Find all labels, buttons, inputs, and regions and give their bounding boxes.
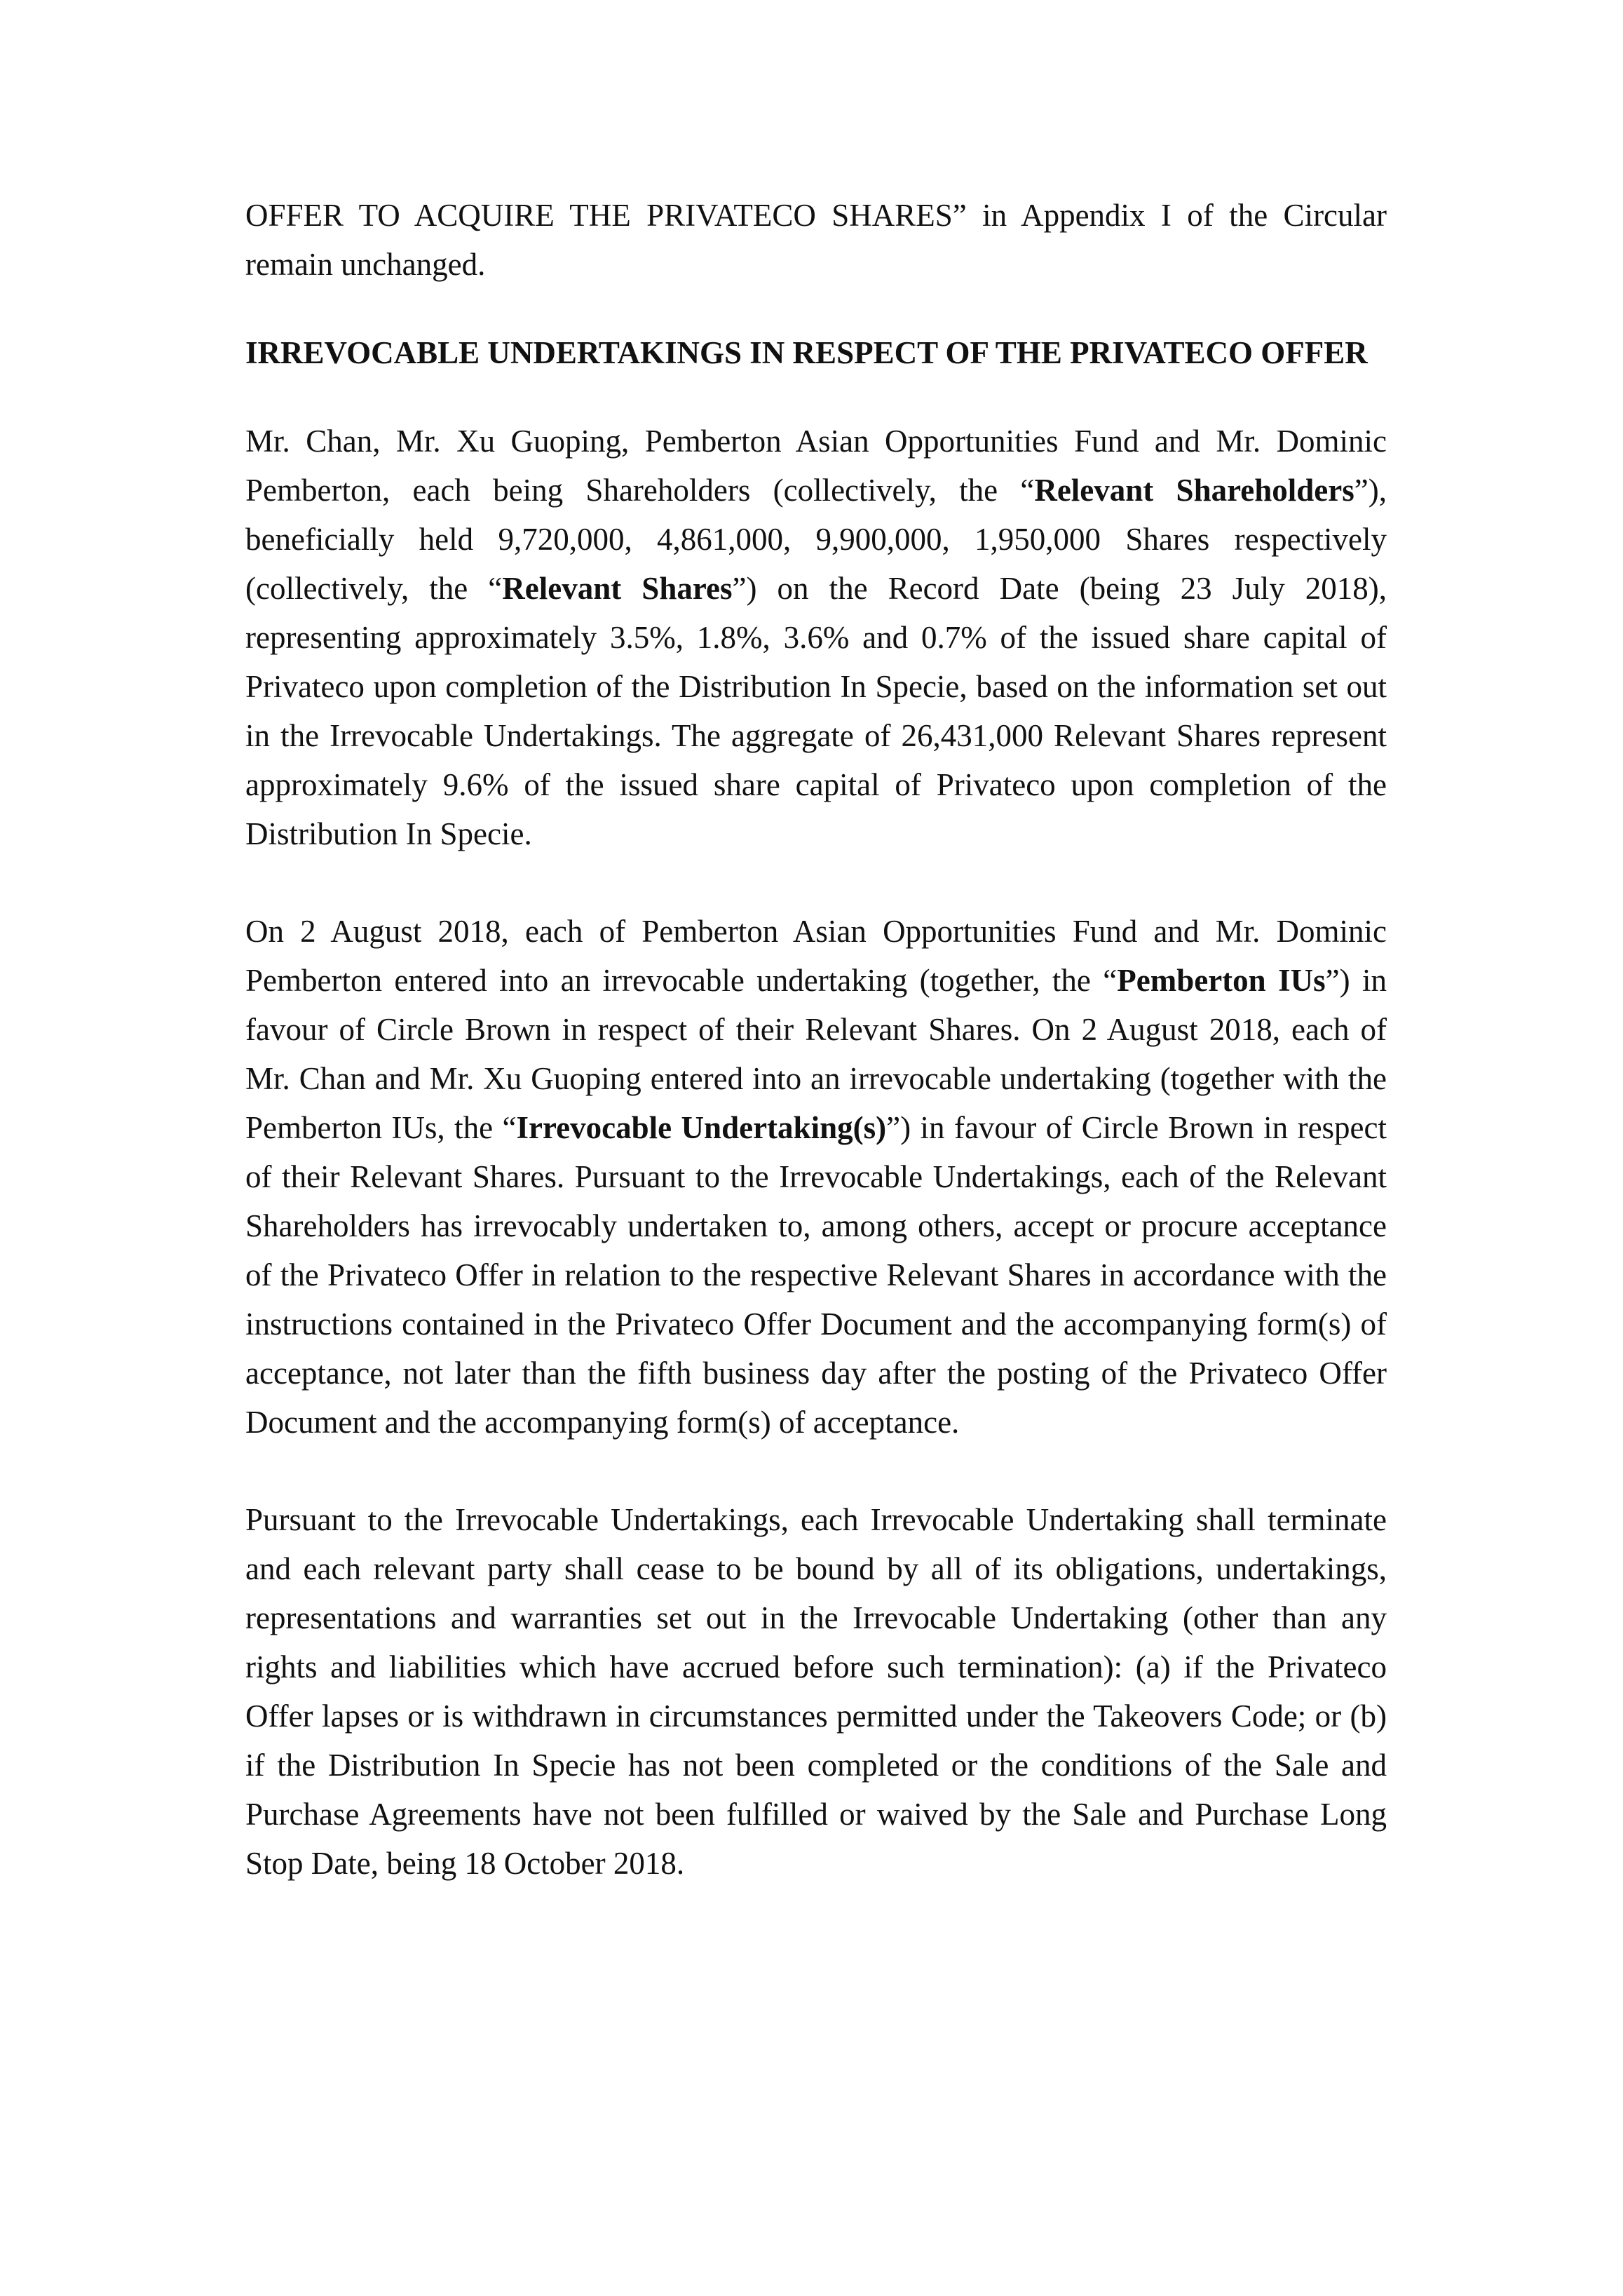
defined-term-relevant-shares: Relevant Shares xyxy=(502,571,733,606)
spacer xyxy=(245,289,1387,328)
document-page xyxy=(245,191,1387,1888)
paragraph-text: ”) in favour of Circle Brown in respect of their Relevant Shares. On 2 August 2018, each of Mr. Chan and Mr. Xu Guoping entered into an irrevocable undertaking (together with the Pemberton IUs, the “ xyxy=(245,963,1387,1145)
paragraph-relevant-shareholders xyxy=(245,417,1387,858)
defined-term-irrevocable-undertakings: Irrevocable Undertaking(s) xyxy=(516,1110,887,1145)
paragraph-text: ”) on the Record Date (being 23 July 2018), representing approximately 3.5%, 1.8%, 3.6% and 0.7% of the issued share capital of Privateco upon completion of the Distribution In Specie, based on the information set out in the Irrevocable Undertakings. The aggregate of 26,431,000 Relevant Shares represent approximately 9.6% of the issued share capital of Privateco upon completion of the Distribution In Specie. xyxy=(245,571,1387,851)
defined-term-pemberton-ius: Pemberton IUs xyxy=(1117,963,1326,998)
defined-term-relevant-shareholders: Relevant Shareholders xyxy=(1034,473,1354,508)
paragraph-text: Mr. Chan, Mr. Xu Guoping, Pemberton Asian Opportunities Fund and Mr. Dominic Pemberton, each being Shareholders (collectively, the “ xyxy=(245,424,1387,508)
paragraph-text: ”), beneficially held 9,720,000, 4,861,000, 9,900,000, 1,950,000 Shares respectively (collectively, the “ xyxy=(245,473,1387,606)
intro-paragraph: OFFER TO ACQUIRE THE PRIVATECO SHARES” in Appendix I of the Circular remain unchanged. xyxy=(245,198,1387,282)
paragraph-termination: Pursuant to the Irrevocable Undertakings, each Irrevocable Undertaking shall terminate and each relevant party shall cease to be bound by all of its obligations, undertakings, representations and warranties set out in the Irrevocable Undertaking (other than any rights and liabilities which have accrued before such termination): (a) if the Privateco Offer lapses or is withdrawn in circumstances permitted under the Takeovers Code; or (b) if the Distribution In Specie has not been completed or the conditions of the Sale and Purchase Agreements have not been fulfilled or waived by the Sale and Purchase Long Stop Date, being 18 October 2018. xyxy=(245,1502,1387,1881)
section-heading: IRREVOCABLE UNDERTAKINGS IN RESPECT OF THE PRIVATECO OFFER xyxy=(245,335,1368,370)
spacer xyxy=(245,377,1387,417)
paragraph-text: On 2 August 2018, each of Pemberton Asian Opportunities Fund and Mr. Dominic Pemberton entered into an irrevocable undertaking (together, the “ xyxy=(245,914,1387,998)
spacer xyxy=(245,858,1387,907)
paragraph-pemberton-ius xyxy=(245,907,1387,1447)
spacer xyxy=(245,1447,1387,1495)
paragraph-text: ”) in favour of Circle Brown in respect of their Relevant Shares. Pursuant to the Irrevocable Undertakings, each of the Relevant Shareholders has irrevocably undertaken to, among others, accept or procure acceptance of the Privateco Offer in relation to the respective Relevant Shares in accordance with the instructions contained in the Privateco Offer Document and the accompanying form(s) of acceptance, not later than the fifth business day after the posting of the Privateco Offer Document and the accompanying form(s) of acceptance. xyxy=(245,1110,1387,1440)
